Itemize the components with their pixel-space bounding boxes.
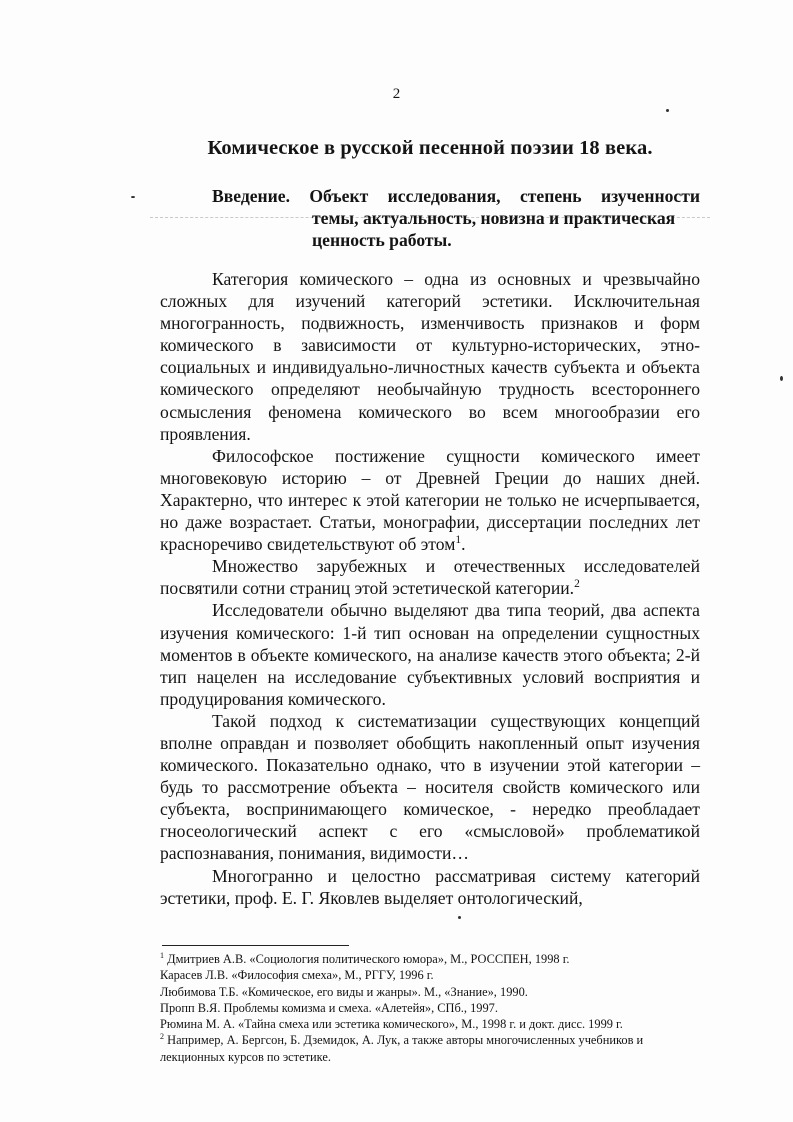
paragraph-3-text: Множество зарубежных и отечественных исследователей посвятили сотни страниц этой эстетической категории.: [160, 556, 700, 599]
scan-speck: [131, 196, 135, 198]
footnote-mark: 1: [160, 950, 165, 960]
body-text: [160, 268, 700, 909]
paragraph-4-text: Исследователи обычно выделяют два типа теорий, два аспекта изучения комического: 1-й тип основан на определении сущностных моментов в объекте комического, на анализе качеств этого объекта; 2-й тип нацелен на исследование субъективных условий восприятия и продуцирования комического.: [160, 600, 700, 709]
footnote-separator: [162, 945, 349, 946]
footnote-line: [160, 951, 700, 967]
paragraph-2-tail: .: [461, 534, 466, 555]
footnote-text: Любимова Т.Б. «Комическое, его виды и жанры». М., «Знание», 1990.: [160, 984, 528, 999]
footnote-line: [160, 967, 700, 983]
paragraph-5: [160, 710, 700, 865]
scan-speck: [780, 376, 783, 381]
footnote-mark: 2: [160, 1032, 165, 1042]
intro-heading: [212, 185, 700, 251]
page-number: 2: [392, 86, 401, 102]
paragraph-2: [160, 445, 700, 555]
footnote-text: Например, А. Бергсон, Б. Дземидок, А. Лук, а также авторы многочисленных учебников и: [167, 1033, 644, 1048]
footnote-line: [160, 1000, 700, 1016]
paragraph-6-text: Многогранно и целостно рассматривая систему категорий эстетики, проф. Е. Г. Яковлев выделяет онтологический,: [160, 865, 700, 908]
scan-speck: [458, 916, 461, 919]
scan-speck: [666, 109, 669, 112]
paragraph-5-text: Такой подход к систематизации существующих концепций вполне оправдан и позволяет обобщить накопленный опыт изучения комического. Показательно однако, что в изучении этой категории – будь то рассмотрение объекта – носителя свойств комического или субъекта, воспринимающего комическое, - нередко преобладает гносеологический аспект с его «смысловой» проблематикой распознавания, понимания, видимости…: [160, 710, 700, 864]
paragraph-4: [160, 599, 700, 709]
page-title: Комическое в русской песенной поэзии 18 века.: [207, 137, 653, 159]
paragraph-3: [160, 555, 700, 599]
intro-heading-line-1: Введение. Объект исследования, степень изученности: [212, 186, 700, 206]
footnotes: [160, 951, 700, 1065]
footnote-text: Дмитриев А.В. «Социология политического юмора», М., РОССПЕН, 1998 г.: [167, 952, 570, 966]
footnote-line: [160, 1016, 700, 1032]
paragraph-1: [160, 268, 700, 445]
footnote-text: Карасев Л.В. «Философия смеха», М., РГГУ, 1996 г.: [160, 968, 434, 983]
footnote-ref-1: 1: [455, 534, 462, 547]
intro-heading-line-3: ценность работы.: [312, 230, 452, 250]
footnote-text: Рюмина М. А. «Тайна смеха или эстетика комического», М., 1998 г. и докт. дисс. 1999 г.: [160, 1017, 623, 1032]
paragraph-6: [160, 865, 700, 909]
paragraph-2-text: Философское постижение сущности комического имеет многовековую историю – от Древней Греции до наших дней. Характерно, что интерес к этой категории не только не исчерпывается, но даже возрастает. Статьи, монографии, диссертации последних лет красноречиво свидетельствуют об этом: [160, 445, 700, 555]
footnote-text: Пропп В.Я. Проблемы комизма и смеха. «Алетейя», СПб., 1997.: [160, 1000, 498, 1015]
footnote-line: [160, 984, 700, 1000]
intro-heading-line-2: темы, актуальность, новизна и практическая: [312, 208, 676, 228]
footnote-ref-2: 2: [574, 578, 580, 591]
footnote-line: [160, 1032, 700, 1048]
footnote-text: лекционных курсов по эстетике.: [160, 1049, 331, 1064]
paragraph-1-text: Категория комического – одна из основных и чрезвычайно сложных для изучений категорий эстетики. Исключительная многогранность, подвижность, изменчивость признаков и форм комического в зависимости от культурно-исторических, этно-социальных и индивидуально-личностных качеств субъекта и объекта комического определяют необычайную трудность всестороннего осмысления феномена комического во всем многообразии его проявления.: [160, 269, 700, 444]
footnote-line: [160, 1049, 700, 1065]
